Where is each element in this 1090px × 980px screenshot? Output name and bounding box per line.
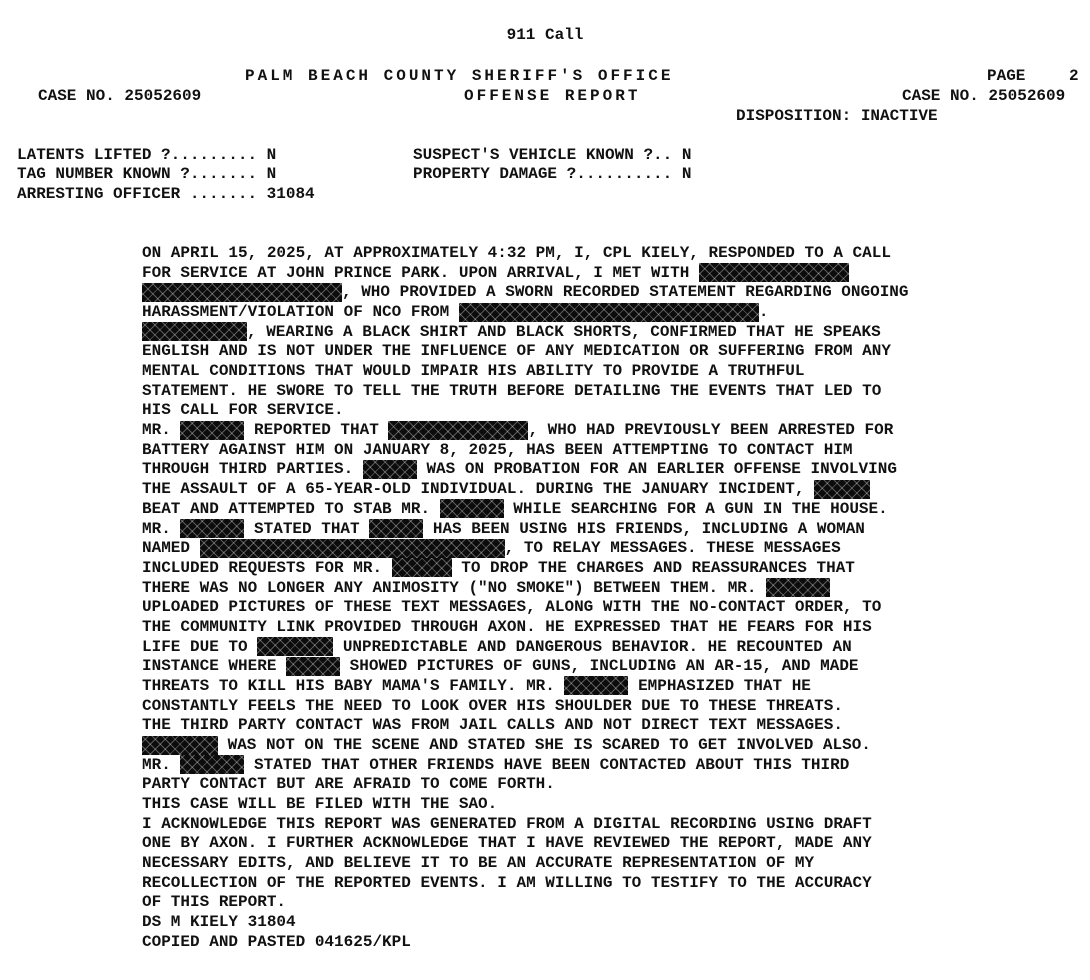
narrative-line bbox=[142, 479, 870, 499]
redaction-block bbox=[388, 421, 528, 440]
page-label: PAGE bbox=[987, 67, 1026, 85]
narrative-line bbox=[142, 755, 849, 775]
narrative-line bbox=[142, 637, 852, 657]
redaction-block bbox=[142, 322, 247, 341]
narrative-line bbox=[142, 282, 909, 302]
narrative-text: OF THIS REPORT. bbox=[142, 893, 287, 912]
narrative-text: ONE BY AXON. I FURTHER ACKNOWLEDGE THAT I HAVE REVIEWED THE REPORT, MADE ANY bbox=[142, 834, 872, 853]
narrative-line bbox=[142, 263, 849, 283]
redaction-block bbox=[814, 480, 870, 499]
case-number-left: CASE NO. 25052609 bbox=[38, 87, 202, 105]
narrative-line bbox=[142, 459, 897, 479]
narrative-line bbox=[142, 892, 286, 912]
narrative-line bbox=[142, 558, 855, 578]
narrative-text: HAS BEEN USING HIS FRIENDS, INCLUDING A WOMAN bbox=[423, 519, 865, 538]
narrative-line bbox=[142, 519, 865, 539]
narrative-text: THE ASSAULT OF A 65-YEAR-OLD INDIVIDUAL. DURING THE JANUARY INCIDENT, bbox=[142, 480, 815, 499]
narrative-text: COPIED AND PASTED 041625/KPL bbox=[142, 932, 411, 951]
narrative-text: REPORTED THAT bbox=[244, 421, 389, 440]
narrative-text: THE COMMUNITY LINK PROVIDED THROUGH AXON. HE EXPRESSED THAT HE FEARS FOR HIS bbox=[142, 617, 872, 636]
narrative-text: BATTERY AGAINST HIM ON JANUARY 8, 2025, HAS BEEN ATTEMPTING TO CONTACT HIM bbox=[142, 440, 853, 459]
narrative-text: THERE WAS NO LONGER ANY ANIMOSITY ("NO SMOKE") BETWEEN THEM. MR. bbox=[142, 578, 767, 597]
narrative-line bbox=[142, 361, 805, 381]
narrative-text: , WEARING A BLACK SHIRT AND BLACK SHORTS, CONFIRMED THAT HE SPEAKS bbox=[247, 322, 881, 341]
narrative-text: STATEMENT. HE SWORE TO TELL THE TRUTH BEFORE DETAILING THE EVENTS THAT LED TO bbox=[142, 381, 882, 400]
property-damage-field: PROPERTY DAMAGE ?.......... N bbox=[413, 165, 692, 183]
case-number-right: CASE NO. 25052609 bbox=[902, 87, 1066, 105]
narrative-text: MENTAL CONDITIONS THAT WOULD IMPAIR HIS ABILITY TO PROVIDE A TRUTHFUL bbox=[142, 362, 805, 381]
narrative-text: NAMED bbox=[142, 539, 200, 558]
narrative-text: LIFE DUE TO bbox=[142, 637, 258, 656]
narrative-line bbox=[142, 499, 888, 519]
narrative-line bbox=[142, 912, 296, 932]
narrative-text: . bbox=[758, 303, 769, 322]
narrative-text: THROUGH THIRD PARTIES. bbox=[142, 460, 363, 479]
narrative-text: DS M KIELY 31804 bbox=[142, 913, 296, 932]
document-title: 911 Call bbox=[506, 26, 584, 44]
narrative-line bbox=[142, 420, 893, 440]
narrative-line bbox=[142, 676, 811, 696]
narrative-line bbox=[142, 341, 891, 361]
narrative-text: WAS NOT ON THE SCENE AND STATED SHE IS SCARED TO GET INVOLVED ALSO. bbox=[218, 736, 871, 754]
report-type: OFFENSE REPORT bbox=[464, 87, 641, 105]
narrative-line bbox=[142, 656, 859, 676]
narrative-text: , TO RELAY MESSAGES. THESE MESSAGES bbox=[504, 539, 841, 558]
suspect-vehicle-field: SUSPECT'S VEHICLE KNOWN ?.. N bbox=[413, 146, 692, 164]
narrative-line bbox=[142, 814, 872, 834]
redaction-block bbox=[200, 539, 505, 558]
narrative-text: THE THIRD PARTY CONTACT WAS FROM JAIL CALLS AND NOT DIRECT TEXT MESSAGES. bbox=[142, 716, 843, 735]
narrative-text: FOR SERVICE AT JOHN PRINCE PARK. UPON ARRIVAL, I MET WITH bbox=[142, 263, 699, 282]
narrative-line bbox=[142, 617, 872, 637]
redaction-block bbox=[440, 499, 504, 518]
redaction-block bbox=[180, 755, 244, 774]
arresting-officer-field: ARRESTING OFFICER ....... 31084 bbox=[17, 185, 315, 203]
narrative-text: MR. bbox=[142, 755, 181, 774]
narrative-line bbox=[142, 932, 411, 952]
narrative-text: THREATS TO KILL HIS BABY MAMA'S FAMILY. MR. bbox=[142, 676, 565, 695]
narrative-line bbox=[142, 302, 768, 322]
narrative-text: INCLUDED REQUESTS FOR MR. bbox=[142, 558, 392, 577]
narrative-text: WAS ON PROBATION FOR AN EARLIER OFFENSE INVOLVING bbox=[416, 460, 897, 479]
narrative-line bbox=[142, 322, 881, 342]
narrative-text: NECESSARY EDITS, AND BELIEVE IT TO BE AN ACCURATE REPRESENTATION OF MY bbox=[142, 854, 815, 873]
narrative-line bbox=[142, 381, 881, 401]
tag-number-field: TAG NUMBER KNOWN ?....... N bbox=[17, 165, 277, 183]
latents-lifted-field: LATENTS LIFTED ?......... N bbox=[17, 146, 277, 164]
redaction-block bbox=[459, 303, 759, 322]
narrative-line bbox=[142, 400, 344, 420]
narrative-line bbox=[142, 578, 830, 598]
narrative-text: CONSTANTLY FEELS THE NEED TO LOOK OVER HIS SHOULDER DUE TO THESE THREATS. bbox=[142, 696, 843, 715]
redaction-block bbox=[142, 283, 342, 302]
narrative-line bbox=[142, 873, 872, 893]
narrative-line bbox=[142, 696, 843, 716]
redaction-block bbox=[363, 460, 417, 479]
narrative-line bbox=[142, 735, 871, 755]
narrative-text: MR. bbox=[142, 421, 181, 440]
redaction-block bbox=[564, 676, 628, 695]
redaction-block bbox=[180, 519, 244, 538]
disposition: DISPOSITION: INACTIVE bbox=[736, 107, 938, 125]
narrative-text: WHILE SEARCHING FOR A GUN IN THE HOUSE. bbox=[503, 499, 888, 518]
narrative-text: I ACKNOWLEDGE THIS REPORT WAS GENERATED FROM A DIGITAL RECORDING USING DRAFT bbox=[142, 814, 872, 833]
narrative-line bbox=[142, 833, 872, 853]
narrative-text: INSTANCE WHERE bbox=[142, 657, 287, 676]
narrative-text: ON APRIL 15, 2025, AT APPROXIMATELY 4:32 PM, I, CPL KIELY, RESPONDED TO A CALL bbox=[142, 244, 891, 262]
narrative-text: HIS CALL FOR SERVICE. bbox=[142, 401, 344, 420]
narrative-line bbox=[142, 440, 853, 460]
narrative-text: BEAT AND ATTEMPTED TO STAB MR. bbox=[142, 499, 440, 518]
narrative-line bbox=[142, 794, 497, 814]
agency-name: PALM BEACH COUNTY SHERIFF'S OFFICE bbox=[245, 67, 674, 85]
narrative-text: SHOWED PICTURES OF GUNS, INCLUDING AN AR-15, AND MADE bbox=[340, 657, 859, 676]
narrative-text: RECOLLECTION OF THE REPORTED EVENTS. I AM WILLING TO TESTIFY TO THE ACCURACY bbox=[142, 873, 872, 892]
narrative-text: STATED THAT bbox=[244, 519, 370, 538]
narrative-text: , WHO PROVIDED A SWORN RECORDED STATEMENT REGARDING ONGOING bbox=[342, 283, 909, 302]
redaction-block bbox=[369, 519, 423, 538]
narrative-text: THIS CASE WILL BE FILED WITH THE SAO. bbox=[142, 795, 498, 814]
narrative-text: STATED THAT OTHER FRIENDS HAVE BEEN CONTACTED ABOUT THIS THIRD bbox=[244, 755, 850, 774]
narrative-line bbox=[142, 597, 881, 617]
narrative-text: UPLOADED PICTURES OF THESE TEXT MESSAGES, ALONG WITH THE NO-CONTACT ORDER, TO bbox=[142, 598, 882, 617]
narrative-line bbox=[142, 715, 843, 735]
narrative-text: TO DROP THE CHARGES AND REASSURANCES THAT bbox=[451, 558, 855, 577]
narrative-text: ENGLISH AND IS NOT UNDER THE INFLUENCE OF ANY MEDICATION OR SUFFERING FROM ANY bbox=[142, 342, 891, 361]
narrative-line bbox=[142, 853, 814, 873]
narrative-text: UNPREDICTABLE AND DANGEROUS BEHAVIOR. HE RECOUNTED AN bbox=[333, 637, 852, 656]
redaction-block bbox=[766, 578, 830, 597]
narrative-line bbox=[142, 774, 555, 794]
narrative-line bbox=[142, 243, 891, 263]
redaction-block bbox=[257, 637, 333, 656]
narrative-text: MR. bbox=[142, 519, 181, 538]
narrative-text: EMPHASIZED THAT HE bbox=[628, 676, 811, 695]
narrative-text: , WHO HAD PREVIOUSLY BEEN ARRESTED FOR bbox=[528, 421, 894, 440]
page-number: 2 bbox=[1069, 67, 1079, 85]
redaction-block bbox=[286, 657, 340, 676]
redaction-block bbox=[142, 736, 218, 755]
narrative-text: PARTY CONTACT BUT ARE AFRAID TO COME FORTH. bbox=[142, 775, 555, 794]
redaction-block bbox=[699, 263, 849, 282]
narrative-text: HARASSMENT/VIOLATION OF NCO FROM bbox=[142, 303, 459, 322]
narrative-line bbox=[142, 538, 841, 558]
redaction-block bbox=[180, 421, 244, 440]
redaction-block bbox=[392, 558, 452, 577]
